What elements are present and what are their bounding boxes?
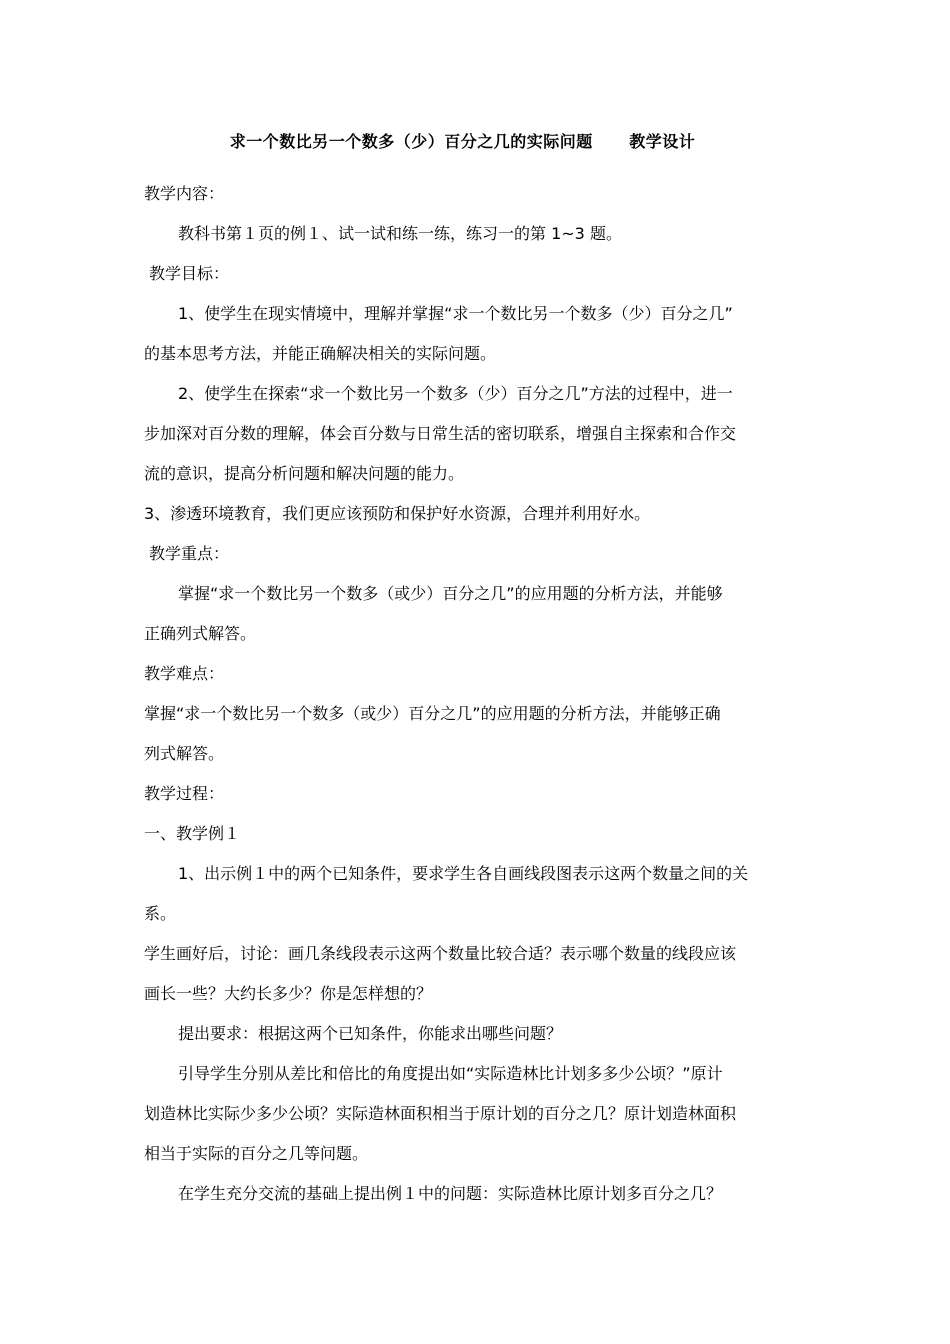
section-heading-goals: 教学目标：	[149, 264, 230, 283]
paragraph-line: 掌握“求一个数比另一个数多（或少）百分之几”的应用题的分析方法，并能够	[178, 584, 723, 603]
paragraph-line: 画长一些？大约长多少？你是怎样想的？	[144, 984, 433, 1003]
paragraph-line: 步加深对百分数的理解，体会百分数与日常生活的密切联系，增强自主探索和合作交	[144, 424, 737, 443]
section-heading-process: 教学过程：	[144, 784, 225, 803]
section-heading-key-points: 教学重点：	[149, 544, 230, 563]
paragraph-line: 相当于实际的百分之几等问题。	[144, 1144, 369, 1163]
paragraph-line: 2、使学生在探索“求一个数比另一个数多（少）百分之几”方法的过程中，进一	[178, 384, 733, 403]
section-heading-content: 教学内容：	[144, 184, 225, 203]
paragraph-line: 在学生充分交流的基础上提出例１中的问题：实际造林比原计划多百分之几？	[178, 1184, 723, 1203]
document-title: 求一个数比另一个数多（少）百分之几的实际问题 教学设计	[229, 132, 696, 151]
paragraph-line: 引导学生分别从差比和倍比的角度提出如“实际造林比计划多多少公顷？”原计	[178, 1064, 723, 1083]
paragraph-line: 的基本思考方法，并能正确解决相关的实际问题。	[144, 344, 497, 363]
subsection-heading: 一、教学例１	[144, 824, 241, 843]
paragraph-line: 学生画好后，讨论：画几条线段表示这两个数量比较合适？表示哪个数量的线段应该	[144, 944, 737, 963]
paragraph-line: 1、出示例１中的两个已知条件，要求学生各自画线段图表示这两个数量之间的关	[178, 864, 749, 883]
paragraph-line: 系。	[144, 904, 177, 923]
paragraph-line: 流的意识，提高分析问题和解决问题的能力。	[144, 464, 465, 483]
paragraph-line: 1、使学生在现实情境中，理解并掌握“求一个数比另一个数多（少）百分之几”	[178, 304, 733, 323]
paragraph-line: 划造林比实际少多少公顷？实际造林面积相当于原计划的百分之几？原计划造林面积	[144, 1104, 737, 1123]
paragraph-line: 教科书第１页的例１、试一试和练一练，练习一的第 1~3 题。	[178, 224, 622, 243]
paragraph-line: 掌握“求一个数比另一个数多（或少）百分之几”的应用题的分析方法，并能够正确	[144, 704, 721, 723]
section-heading-difficulties: 教学难点：	[144, 664, 225, 683]
paragraph-line: 提出要求：根据这两个已知条件，你能求出哪些问题？	[178, 1024, 563, 1043]
paragraph-line: 列式解答。	[144, 744, 225, 763]
paragraph-line: 3、渗透环境教育，我们更应该预防和保护好水资源，合理并利用好水。	[144, 504, 651, 523]
paragraph-line: 正确列式解答。	[144, 624, 257, 643]
